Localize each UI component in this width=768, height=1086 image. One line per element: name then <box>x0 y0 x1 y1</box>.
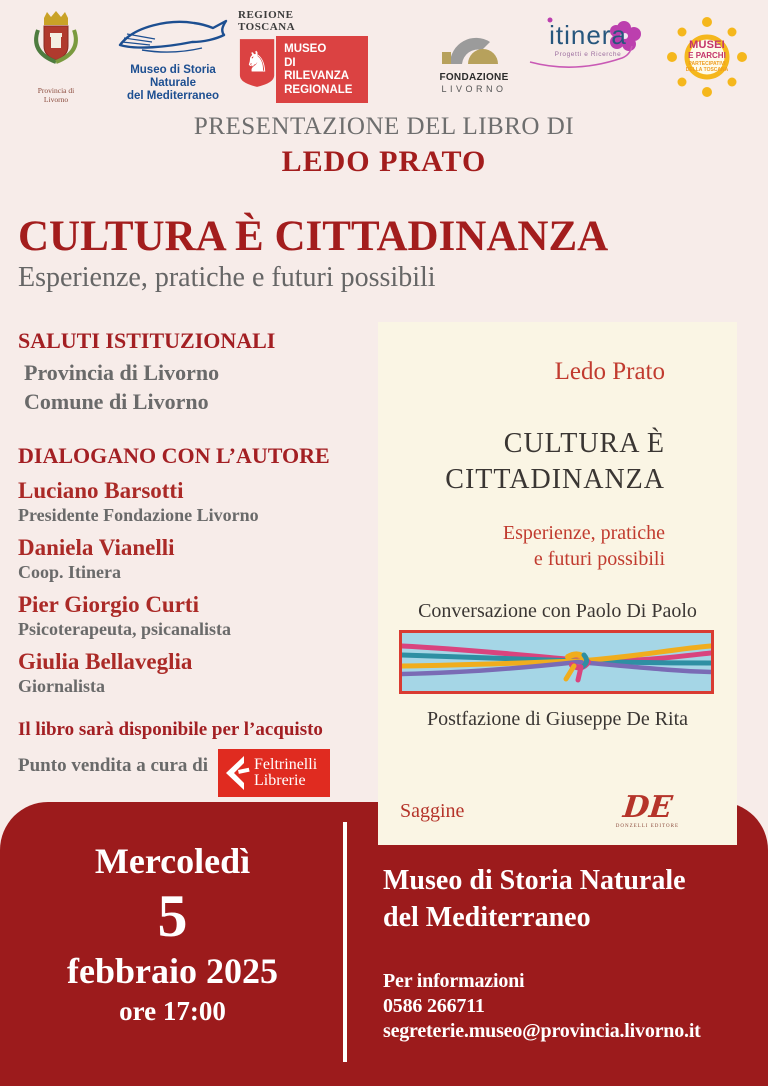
book-cover <box>378 322 737 845</box>
speaker-entry <box>18 649 376 697</box>
donzelli-mark-icon: DE <box>621 790 674 825</box>
speaker-entry <box>18 592 376 640</box>
program-column <box>18 328 376 797</box>
venue-line2: del Mediterraneo <box>383 902 591 933</box>
toscana-badge-line2: DI RILEVANZA <box>284 56 350 82</box>
partner-logos-row <box>0 0 768 108</box>
speaker-role: Presidente Fondazione Livorno <box>18 505 259 525</box>
cover-title-line2: CITTADINANZA <box>445 464 665 495</box>
info-email: segreterie.museo@provincia.livorno.it <box>383 1020 701 1042</box>
musei-parchi-line3: PARTECIPATIVI <box>688 61 726 67</box>
provincia-caption-line2: Livorno <box>43 94 69 104</box>
toscana-badge-line1: MUSEO <box>284 43 327 55</box>
regione-toscana-logo <box>238 10 368 103</box>
cover-title <box>445 426 665 498</box>
svg-text:♞: ♞ <box>244 44 270 79</box>
speaker-name: Daniela Vianelli <box>18 535 175 560</box>
knotted-ropes-image <box>399 630 714 694</box>
whale-icon <box>112 14 234 58</box>
venue-block <box>383 862 753 1044</box>
speaker-name: Luciano Barsotti <box>18 478 184 503</box>
toscana-region-line1: REGIONE <box>238 9 294 21</box>
provincia-caption-line1: Provincia di <box>37 86 75 95</box>
vertical-divider <box>343 822 347 1062</box>
feltrinelli-line2: Librerie <box>254 772 306 789</box>
saluti-heading: SALUTI ISTITUZIONALI <box>18 328 276 353</box>
cover-subtitle <box>503 520 665 572</box>
dialogano-heading: DIALOGANO CON L’AUTORE <box>18 443 330 468</box>
author-name: LEDO PRATO <box>281 145 487 178</box>
book-title: CULTURA È CITTADINANZA <box>18 213 609 260</box>
pegasus-shield-icon <box>238 36 276 90</box>
fondazione-city: LIVORNO <box>441 84 507 94</box>
itinera-name: itinera <box>549 20 627 50</box>
event-day: 5 <box>157 883 188 949</box>
speaker-role: Psicoterapeuta, psicanalista <box>18 619 231 639</box>
speaker-name: Pier Giorgio Curti <box>18 592 199 617</box>
speaker-name: Giulia Bellaveglia <box>18 649 193 674</box>
sale-point-label: Punto vendita a cura di <box>18 755 209 776</box>
provincia-crest-icon <box>26 10 86 80</box>
speaker-role: Coop. Itinera <box>18 562 121 582</box>
speaker-entry <box>18 535 376 583</box>
contact-info <box>383 969 753 1044</box>
event-weekday: Mercoledì <box>94 841 251 881</box>
info-phone: 0586 266711 <box>383 995 485 1017</box>
feltrinelli-f-icon <box>218 753 252 793</box>
venue-line1: Museo di Storia Naturale <box>383 865 686 896</box>
museo-caption-line1: Museo di Storia Naturale <box>130 64 216 89</box>
fondazione-livorno-logo <box>424 16 524 94</box>
museo-storia-naturale-logo <box>108 14 238 103</box>
museo-caption-line2: del Mediterraneo <box>126 90 220 102</box>
ropes-knot-illustration <box>402 633 711 691</box>
fondazione-name: FONDAZIONE <box>439 72 509 83</box>
event-time: ore 17:00 <box>119 996 226 1026</box>
event-date-block <box>0 802 345 1027</box>
feltrinelli-logo <box>218 749 330 797</box>
saluti-item: Comune di Livorno <box>24 389 209 414</box>
publisher-name: DONZELLI EDITORE <box>615 824 679 829</box>
saluti-item: Provincia di Livorno <box>24 360 220 385</box>
musei-parchi-line4: DELLA TOSCANA <box>685 67 729 73</box>
presentation-kicker: PRESENTAZIONE DEL LIBRO DI <box>193 113 575 140</box>
musei-parchi-line1: MUSEI <box>689 39 725 51</box>
itinera-tagline: Progetti e Ricerche <box>554 51 622 58</box>
cover-conversation: Conversazione con Paolo Di Paolo <box>418 600 697 622</box>
speaker-entry <box>18 478 376 526</box>
cover-series: Saggine <box>400 800 465 822</box>
toscana-badge-line3: REGIONALE <box>284 83 353 96</box>
itinera-logo <box>528 22 648 58</box>
event-month-year: febbraio 2025 <box>67 951 278 991</box>
publisher-logo <box>615 790 679 829</box>
speaker-role: Giornalista <box>18 676 106 696</box>
cover-subtitle-line1: Esperienze, pratiche <box>502 522 665 544</box>
book-sale-note: Il libro sarà disponibile per l’acquisto <box>18 719 323 740</box>
feltrinelli-line1: Feltrinelli <box>254 755 318 773</box>
info-label: Per informazioni <box>383 970 525 992</box>
cover-author: Ledo Prato <box>554 358 665 385</box>
book-subtitle: Esperienze, pratiche e futuri possibili <box>18 262 436 293</box>
fondazione-arch-icon <box>438 16 510 66</box>
cover-postface: Postfazione di Giuseppe De Rita <box>426 708 689 730</box>
toscana-region-line2: TOSCANA <box>238 20 296 33</box>
musei-parchi-line2: E PARCHI <box>688 51 726 60</box>
cover-title-line1: CULTURA È <box>503 428 665 459</box>
provincia-livorno-logo <box>20 10 92 104</box>
cover-subtitle-line2: e futuri possibili <box>533 548 665 570</box>
musei-parchi-logo <box>664 14 750 105</box>
